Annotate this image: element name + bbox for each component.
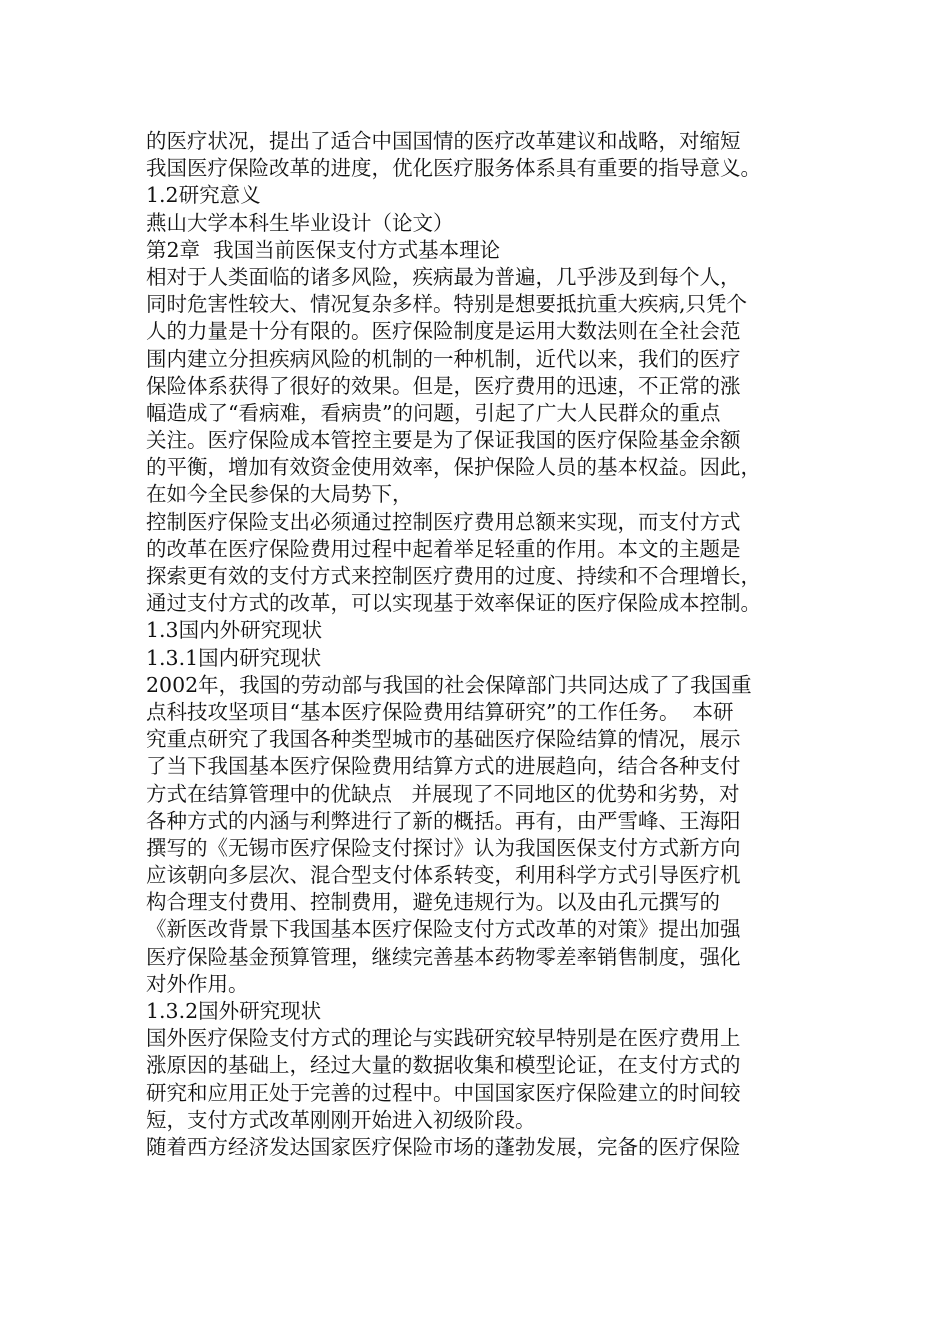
document-body: [146, 128, 816, 1161]
text-line: 国外医疗保险支付方式的理论与实践研究较早特别是在医疗费用上: [146, 1026, 741, 1051]
text-line: 人的力量是十分有限的。医疗保险制度是运用大数法则在全社会范: [146, 319, 741, 344]
text-line: 的改革在医疗保险费用过程中起着举足轻重的作用。本文的主题是: [146, 536, 741, 561]
text-line: 《新医改背景下我国基本医疗保险支付方式改革的对策》提出加强: [146, 917, 741, 942]
text-line: 的平衡，增加有效资金使用效率，保护保险人员的基本权益。因此，: [146, 455, 761, 480]
text-line: 了当下我国基本医疗保险费用结算方式的进展趋向，结合各种支付: [146, 754, 741, 779]
text-line: 应该朝向多层次、混合型支付体系转变，利用科学方式引导医疗机: [146, 863, 741, 888]
text-line: 我国医疗保险改革的进度，优化医疗服务体系具有重要的指导意义。: [146, 156, 761, 181]
text-line: 各种方式的内涵与利弊进行了新的概括。再有，由严雪峰、王海阳: [146, 808, 741, 833]
text-line: 通过支付方式的改革，可以实现基于效率保证的医疗保险成本控制。: [146, 591, 761, 616]
text-line: 方式在结算管理中的优缺点 并展现了不同地区的优势和劣势，对: [146, 781, 740, 806]
subsection-heading: 1.3.1国内研究现状: [146, 645, 322, 670]
text-line: 涨原因的基础上，经过大量的数据收集和模型论证，在支付方式的: [146, 1053, 741, 1078]
text-line: 控制医疗保险支出必须通过控制医疗费用总额来实现，而支付方式: [146, 509, 741, 534]
text-line: 构合理支付费用、控制费用，避免违规行为。以及由孔元撰写的: [146, 890, 720, 915]
section-heading: 1.2研究意义: [146, 183, 261, 208]
text-line: 同时危害性较大、情况复杂多样。特别是想要抵抗重大疾病,只凭个: [146, 292, 748, 317]
section-heading: 1.3国内外研究现状: [146, 618, 323, 643]
text-line: 对外作用。: [146, 971, 249, 996]
text-line: 保险体系获得了很好的效果。但是，医疗费用的迅速，不正常的涨: [146, 373, 741, 398]
text-line: 撰写的《无锡市医疗保险支付探讨》认为我国医保支付方式新方向: [146, 835, 741, 860]
text-line: 幅造成了“看病难，看病贵”的问题，引起了广大人民群众的重点: [146, 400, 721, 425]
text-line: 2002年，我国的劳动部与我国的社会保障部门共同达成了了我国重: [146, 672, 752, 697]
text-line: 医疗保险基金预算管理，继续完善基本药物零差率销售制度，强化: [146, 944, 741, 969]
text-line: 相对于人类面临的诸多风险，疾病最为普遍，几乎涉及到每个人，: [146, 264, 741, 289]
text-line: 点科技攻坚项目“基本医疗保险费用结算研究”的工作任务。 本研: [146, 699, 734, 724]
chapter-heading: 第2章 我国当前医保支付方式基本理论: [146, 237, 501, 262]
text-line: 究重点研究了我国各种类型城市的基础医疗保险结算的情况，展示: [146, 727, 741, 752]
text-line: 关注。医疗保险成本管控主要是为了保证我国的医疗保险基金余额: [146, 428, 741, 453]
text-line: 围内建立分担疾病风险的机制的一种机制，近代以来，我们的医疗: [146, 346, 741, 371]
subsection-heading: 1.3.2国外研究现状: [146, 999, 322, 1023]
text-line: 随着西方经济发达国家医疗保险市场的蓬勃发展，完备的医疗保险: [146, 1134, 741, 1159]
text-line: 短，支付方式改革刚刚开始进入初级阶段。: [146, 1107, 536, 1132]
text-line: 在如今全民参保的大局势下，: [146, 482, 413, 507]
text-line: 的医疗状况，提出了适合中国国情的医疗改革建议和战略，对缩短: [146, 129, 741, 153]
text-line: 研究和应用正处于完善的过程中。中国国家医疗保险建立的时间较: [146, 1080, 741, 1105]
text-line: 探索更有效的支付方式来控制医疗费用的过度、持续和不合理增长，: [146, 564, 761, 588]
running-header: 燕山大学本科生毕业设计（论文）: [146, 210, 454, 235]
